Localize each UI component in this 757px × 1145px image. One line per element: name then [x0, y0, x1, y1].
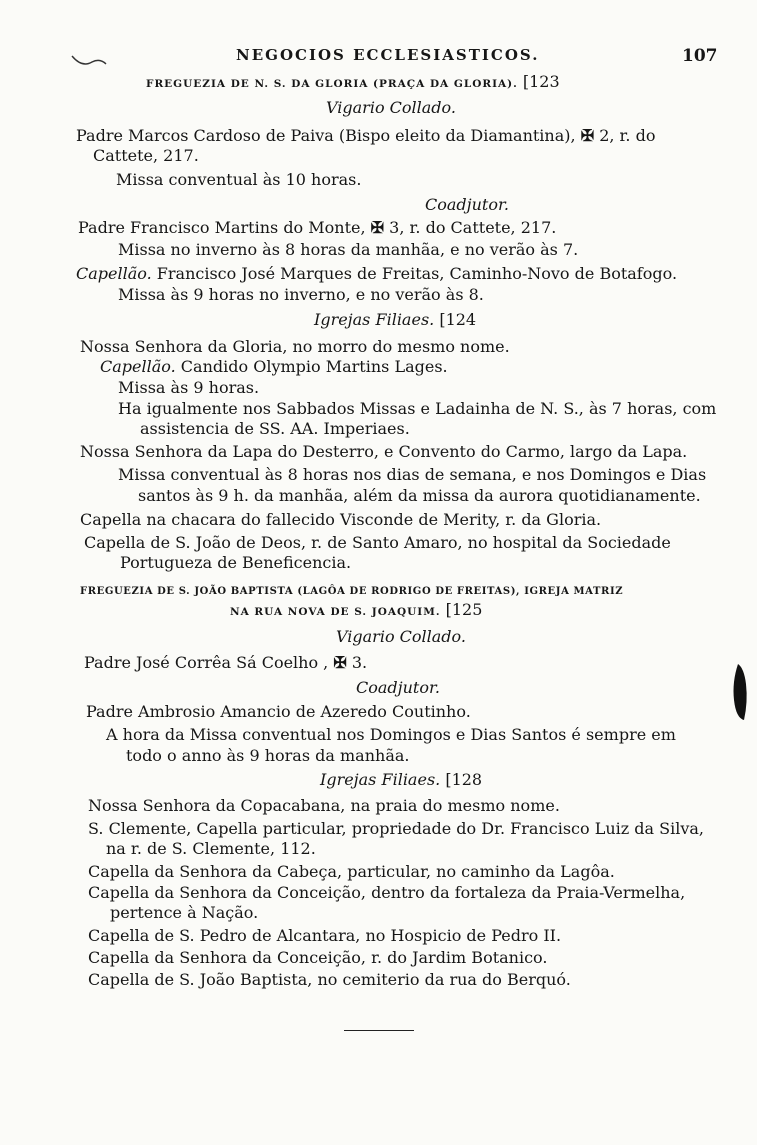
list-item: Nossa Senhora da Gloria, no morro do mesmo nome. — [80, 337, 510, 356]
list-item: Capellão. Candido Olympio Martins Lages. — [100, 357, 448, 376]
list-item: Capella da Senhora da Cabeça, particular, no caminho da Lagôa. — [88, 862, 615, 881]
list-item: Capella da Senhora da Conceição, dentro da fortaleza da Praia-Vermelha, — [88, 883, 686, 902]
coadjutor-label: Coadjutor. — [356, 678, 440, 697]
coadjutor-label: Coadjutor. — [425, 195, 509, 214]
page-number: 107 — [682, 46, 718, 66]
list-item: na r. de S. Clemente, 112. — [106, 839, 316, 858]
cross-icon: ✠ — [333, 653, 347, 672]
list-item: Missa às 9 horas. — [118, 378, 260, 397]
list-item: pertence à Nação. — [110, 903, 259, 922]
list-item: Ha igualmente nos Sabbados Missas e Ladainha de N. S., às 7 horas, com — [118, 399, 717, 418]
list-item: S. Clemente, Capella particular, propriedade do Dr. Francisco Luiz da Silva, — [88, 819, 704, 838]
missa-line: A hora da Missa conventual nos Domingos e Dias Santos é sempre em — [106, 725, 676, 744]
list-item: Capella da Senhora da Conceição, r. do Jardim Botanico. — [88, 948, 548, 967]
cross-icon: ✠ — [580, 126, 595, 145]
vigario-entry: Padre José Corrêa Sá Coelho , ✠ 3. — [84, 653, 368, 672]
capellao-entry: Capellão. Francisco José Marques de Freitas, Caminho-Novo de Botafogo. — [76, 264, 678, 283]
list-item: Nossa Senhora da Copacabana, na praia do mesmo nome. — [88, 796, 560, 815]
vigario-label: Vigario Collado. — [326, 98, 456, 117]
corner-flourish-icon — [70, 50, 110, 70]
list-item: Capella de S. João Baptista, no cemiterio da rua do Berquó. — [88, 970, 571, 989]
list-item: santos às 9 h. da manhãa, além da missa da aurora quotidianamente. — [138, 486, 701, 505]
vigario-label: Vigario Collado. — [336, 627, 466, 646]
cross-icon: ✠ — [370, 218, 385, 237]
missa-conventual: Missa conventual às 10 horas. — [116, 170, 362, 189]
coadjutor-entry: Padre Ambrosio Amancio de Azeredo Coutinho. — [86, 702, 471, 721]
list-item: assistencia de SS. AA. Imperiaes. — [140, 419, 410, 438]
list-item: Capella na chacara do fallecido Visconde de Merity, r. da Gloria. — [80, 510, 602, 529]
closing-rule — [344, 1030, 414, 1031]
missa-line: todo o anno às 9 horas da manhãa. — [126, 746, 410, 765]
section-heading-line-2: NA RUA NOVA DE S. JOAQUIM. [125 — [230, 600, 483, 619]
list-item: Capella de S. Pedro de Alcantara, no Hospicio de Pedro II. — [88, 926, 562, 945]
coadjutor-missa: Missa no inverno às 8 horas da manhãa, e no verão às 7. — [118, 240, 579, 259]
page-header-title: NEGOCIOS ECCLESIASTICOS. — [236, 46, 540, 64]
igrejas-filiaes-heading: Igrejas Filiaes. [124 — [314, 310, 477, 329]
list-item: Nossa Senhora da Lapa do Desterro, e Convento do Carmo, largo da Lapa. — [80, 442, 688, 461]
section-heading: FREGUEZIA DE S. JOÃO BAPTISTA (LAGÔA DE RODRIGO DE FREITAS), IGREJA MATRIZ — [80, 586, 624, 597]
list-item: Portugueza de Beneficencia. — [120, 553, 352, 572]
ink-blot-icon — [728, 662, 750, 722]
vigario-entry-line-2: Cattete, 217. — [93, 146, 199, 165]
coadjutor-entry: Padre Francisco Martins do Monte, ✠ 3, r. do Cattete, 217. — [78, 218, 557, 237]
igrejas-filiaes-heading: Igrejas Filiaes. [128 — [320, 770, 483, 789]
section-heading: FREGUEZIA DE N. S. DA GLORIA (PRAÇA DA GLORIA). [123 — [146, 72, 560, 91]
vigario-entry-line-1: Padre Marcos Cardoso de Paiva (Bispo eleito da Diamantina), ✠ 2, r. do — [76, 126, 656, 145]
capellao-missa: Missa às 9 horas no inverno, e no verão às 8. — [118, 285, 484, 304]
list-item: Missa conventual às 8 horas nos dias de semana, e nos Domingos e Dias — [118, 465, 707, 484]
list-item: Capella de S. João de Deos, r. de Santo Amaro, no hospital da Sociedade — [84, 533, 671, 552]
